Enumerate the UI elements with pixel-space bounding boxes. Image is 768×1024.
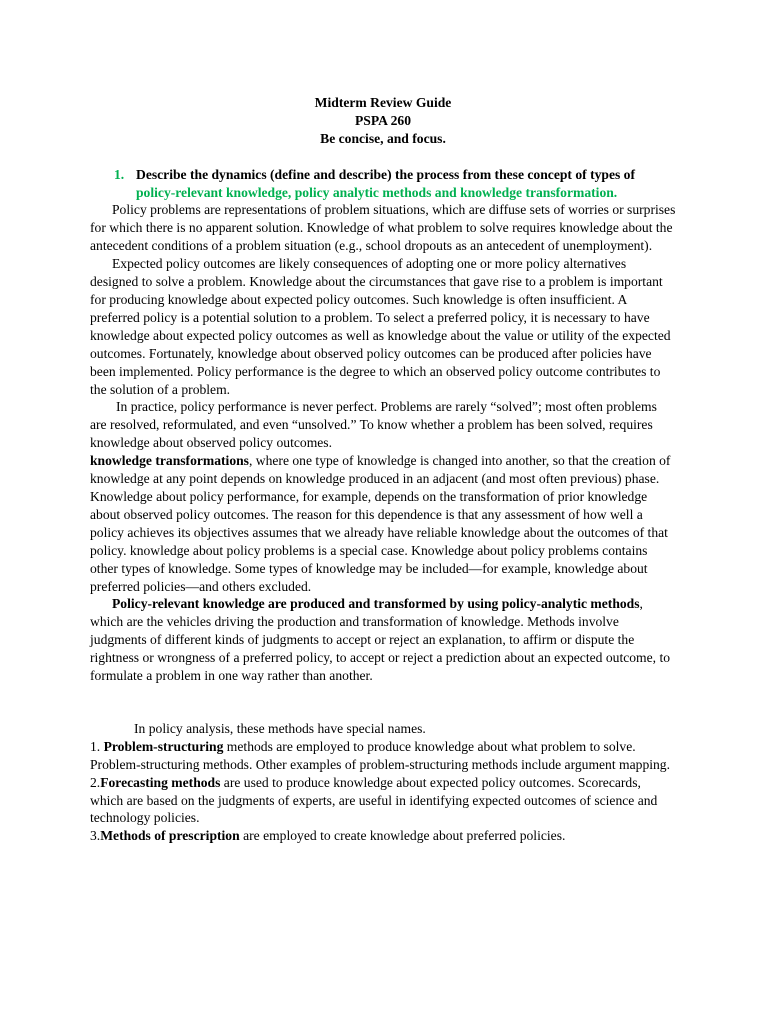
spacer bbox=[90, 685, 676, 720]
paragraph-expected-outcomes: Expected policy outcomes are likely consequences of adopting one or more policy alternatives designed to solve a problem. Knowledge about the circumstances that gave rise to a problem is important for producing knowledge about expected policy outcomes. Such knowledge is often insufficient. A preferred policy is a potential solution to a problem. To select a preferred policy, it is necessary to have knowledge about expected policy outcomes as well as knowledge about the value or utility of the expected outcomes. Fortunately, knowledge about observed policy outcomes can be produced after policies have been implemented. Policy performance is the degree to which an observed policy outcome contributes to the solution of a problem. bbox=[90, 256, 671, 397]
method-description: are used to produce knowledge about expected policy outcomes. Scorecards, which are based on the judgments of experts, are useful in identifying expected outcomes of science and technology policies. bbox=[90, 774, 658, 826]
subtitle-instruction: Be concise, and focus. bbox=[320, 130, 446, 146]
paragraph-policy-performance: In practice, policy performance is never perfect. Problems are rarely “solved”; most often problems are resolved, reformulated, and even “unsolved.” To know whether a problem has been solved, requires knowledge about observed policy outcomes. bbox=[90, 399, 657, 451]
document-title: Midterm Review Guide bbox=[314, 95, 452, 110]
method-number: 3. bbox=[90, 828, 101, 844]
methods-intro: In policy analysis, these methods have special names. bbox=[134, 720, 426, 736]
question-1 bbox=[90, 166, 676, 202]
method-name: Methods of prescription bbox=[100, 828, 240, 844]
paragraph-text: , where one type of knowledge is changed into another, so that the creation of knowledge at any point depends on knowledge produced in an adjacent (and most often previous) phase. Knowledge about policy performance, for example, depends on the transformation of prior knowledge about observed policy outcomes. The reason for this dependence is that any assessment of how well a policy achieves its objectives assumes that we already have reliable knowledge about the outcomes of that policy. knowledge about policy problems is a special case. Knowledge about policy problems contains other types of knowledge. Some types of knowledge may be included—for example, knowledge about preferred policies—and others excluded. bbox=[90, 453, 671, 594]
question-number: 1. bbox=[114, 166, 125, 182]
paragraph-knowledge-transformations bbox=[90, 452, 676, 595]
question-highlight-text: policy-relevant knowledge, policy analytic methods and knowledge transformation. bbox=[136, 184, 618, 200]
method-item-1 bbox=[90, 738, 676, 774]
term-knowledge-transformations: knowledge transformations bbox=[90, 453, 249, 469]
method-name: Problem-structuring bbox=[103, 738, 224, 754]
method-description: methods are employed to produce knowledge about what problem to solve. Problem-structuring methods. Other examples of problem-structuring methods include argument mapping. bbox=[90, 738, 671, 772]
method-item-2 bbox=[90, 774, 676, 828]
course-code: PSPA 260 bbox=[354, 112, 411, 128]
title-block bbox=[90, 94, 676, 148]
term-policy-analytic-methods: Policy-relevant knowledge are produced and transformed by using policy-analytic methods bbox=[112, 596, 640, 612]
method-description: are employed to create knowledge about preferred policies. bbox=[239, 828, 566, 844]
paragraph-policy-relevant-knowledge bbox=[90, 595, 676, 685]
document-body bbox=[90, 94, 676, 845]
paragraph-text: , which are the vehicles driving the production and transformation of knowledge. Methods involve judgments of different kinds of judgments to accept or reject an explanation, to affirm or dispute the rightness or wrongness of a preferred policy, to accept or reject a prediction about an expected outcome, to formulate a problem in one way rather than another. bbox=[90, 596, 671, 684]
question-text: Describe the dynamics (define and describe) the process from these concept of types of bbox=[136, 166, 635, 182]
method-number: 1. bbox=[90, 738, 104, 754]
method-item-3 bbox=[90, 827, 676, 845]
paragraph-policy-problems: Policy problems are representations of problem situations, which are diffuse sets of worries or surprises for which there is no apparent solution. Knowledge of what problem to solve requires knowledge about the antecedent conditions of a problem situation (e.g., school dropouts as an antecedent of unemployment). bbox=[90, 202, 676, 254]
method-name: Forecasting methods bbox=[100, 774, 221, 790]
method-number: 2. bbox=[90, 774, 101, 790]
